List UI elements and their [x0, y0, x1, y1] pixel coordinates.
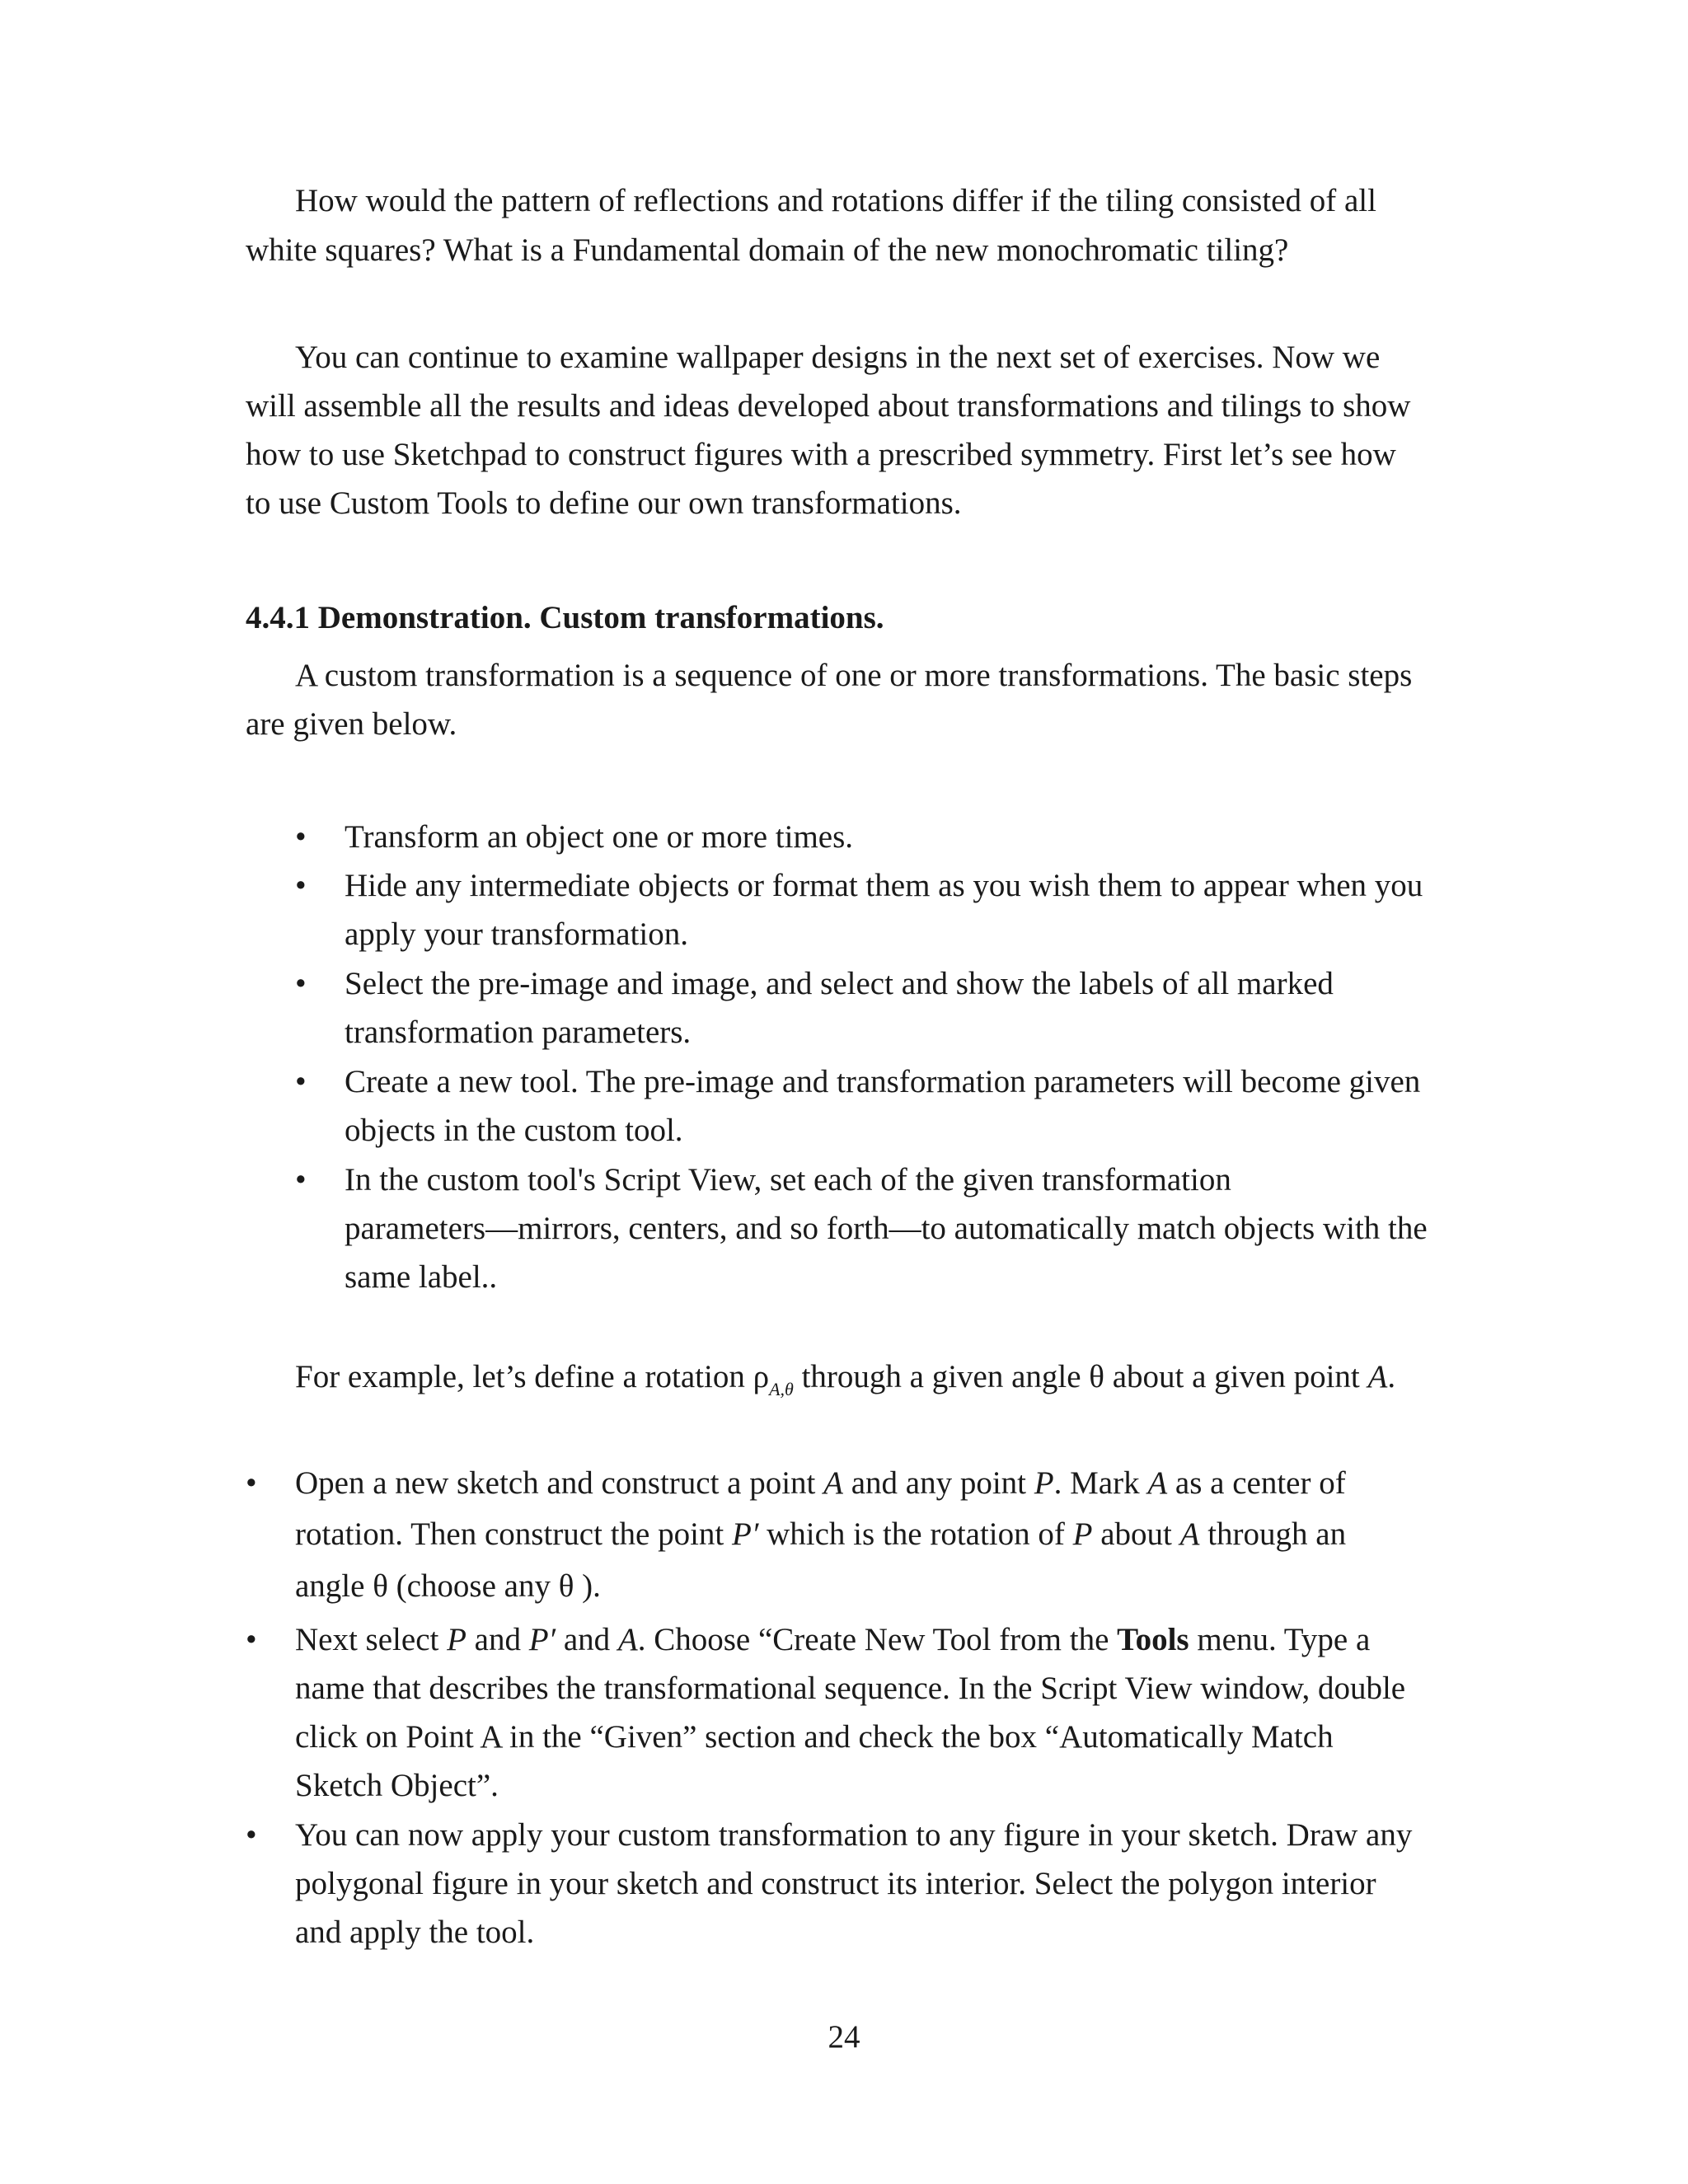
example-sentence — [295, 1359, 1396, 1399]
text-run: and — [466, 1622, 529, 1657]
bullet-icon: • — [246, 1465, 257, 1501]
step-2-line-2: apply your transformation. — [345, 916, 688, 952]
text-run: rotation. Then construct the point — [295, 1516, 733, 1552]
text-run: menu. Type a — [1189, 1622, 1371, 1657]
step-5-line-2: parameters—mirrors, centers, and so forth—to automatically match objects with the — [345, 1211, 1428, 1246]
point-a-label: A — [617, 1622, 638, 1657]
point-a-label: A — [823, 1465, 843, 1501]
bullet-icon: • — [295, 1162, 307, 1197]
point-a-label: A — [1147, 1465, 1168, 1501]
step-5-line-1: In the custom tool's Script View, set each of the given transformation — [345, 1162, 1231, 1197]
paragraph-2-line-3: how to use Sketchpad to construct figures with a prescribed symmetry. First let’s see how — [246, 437, 1396, 472]
section-intro-line-1: A custom transformation is a sequence of one or more transformations. The basic steps — [295, 658, 1413, 693]
point-p-prime-label: P′ — [528, 1622, 556, 1657]
point-p-label: P — [447, 1622, 467, 1657]
point-a-label: A — [1179, 1516, 1200, 1552]
bullet-icon: • — [295, 1064, 307, 1099]
bullet-icon: • — [295, 868, 307, 903]
text-run: Open a new sketch and construct a point — [295, 1465, 824, 1501]
bullet-icon: • — [295, 966, 307, 1001]
page-number: 24 — [828, 2019, 860, 2055]
text-run: . Choose “Create New Tool from the — [637, 1622, 1118, 1657]
point-p-label: P — [1072, 1516, 1093, 1552]
rho-subscript: A,θ — [769, 1379, 794, 1399]
rho-symbol: ρ — [753, 1359, 770, 1394]
step-4-line-2: objects in the custom tool. — [345, 1113, 683, 1148]
bullet-icon: • — [246, 1817, 257, 1853]
text-run: and — [556, 1622, 618, 1657]
instruction-2-line-3: click on Point A in the “Given” section and check the box “Automatically Match — [295, 1719, 1334, 1755]
paragraph-1-line-1: How would the pattern of reflections and rotations differ if the tiling consisted of all — [295, 183, 1376, 218]
instruction-2-line-2: name that describes the transformational sequence. In the Script View window, double — [295, 1671, 1406, 1706]
text-run: about — [1092, 1516, 1180, 1552]
instruction-1-line-3: angle θ (choose any θ ). — [295, 1568, 601, 1604]
bullet-icon: • — [246, 1622, 257, 1657]
instruction-3-line-3: and apply the tool. — [295, 1915, 535, 1950]
text-run: and any point — [842, 1465, 1034, 1501]
paragraph-2-line-2: will assemble all the results and ideas developed about transformations and tilings to show — [246, 388, 1411, 424]
text-run: as a center of — [1167, 1465, 1346, 1501]
text-run: through an — [1199, 1516, 1347, 1552]
step-3-line-1: Select the pre-image and image, and select and show the labels of all marked — [345, 966, 1334, 1001]
text-run: . Mark — [1053, 1465, 1148, 1501]
step-3-line-2: transformation parameters. — [345, 1015, 692, 1050]
paragraph-2-line-4: to use Custom Tools to define our own transformations. — [246, 485, 962, 521]
instruction-2-line-4: Sketch Object”. — [295, 1768, 499, 1803]
point-p-prime-label: P′ — [732, 1516, 759, 1552]
section-intro-line-2: are given below. — [246, 706, 457, 742]
example-prefix: For example, let’s define a rotation — [295, 1359, 753, 1394]
example-suffix: . — [1387, 1359, 1396, 1394]
step-5-line-3: same label.. — [345, 1259, 498, 1295]
tools-menu-label: Tools — [1117, 1622, 1189, 1657]
paragraph-1-line-2: white squares? What is a Fundamental domain of the new monochromatic tiling? — [246, 232, 1289, 268]
instruction-2-line-1 — [295, 1624, 1370, 1656]
instruction-1-line-2 — [295, 1518, 1346, 1550]
example-point: A — [1367, 1359, 1388, 1394]
instruction-3-line-1: You can now apply your custom transformation to any figure in your sketch. Draw any — [295, 1817, 1413, 1853]
step-1-line-1: Transform an object one or more times. — [345, 819, 854, 855]
section-heading: 4.4.1 Demonstration. Custom transformations. — [246, 600, 884, 635]
instruction-1-line-1 — [295, 1467, 1346, 1499]
step-4-line-1: Create a new tool. The pre-image and transformation parameters will become given — [345, 1064, 1421, 1099]
paragraph-2-line-1: You can continue to examine wallpaper designs in the next set of exercises. Now we — [295, 340, 1381, 375]
example-middle: through a given angle θ about a given point — [793, 1359, 1368, 1394]
text-run: which is the rotation of — [758, 1516, 1073, 1552]
step-2-line-1: Hide any intermediate objects or format them as you wish them to appear when you — [345, 868, 1423, 903]
text-run: Next select — [295, 1622, 448, 1657]
point-p-label: P — [1034, 1465, 1054, 1501]
bullet-icon: • — [295, 819, 307, 855]
instruction-3-line-2: polygonal figure in your sketch and construct its interior. Select the polygon interior — [295, 1866, 1376, 1901]
